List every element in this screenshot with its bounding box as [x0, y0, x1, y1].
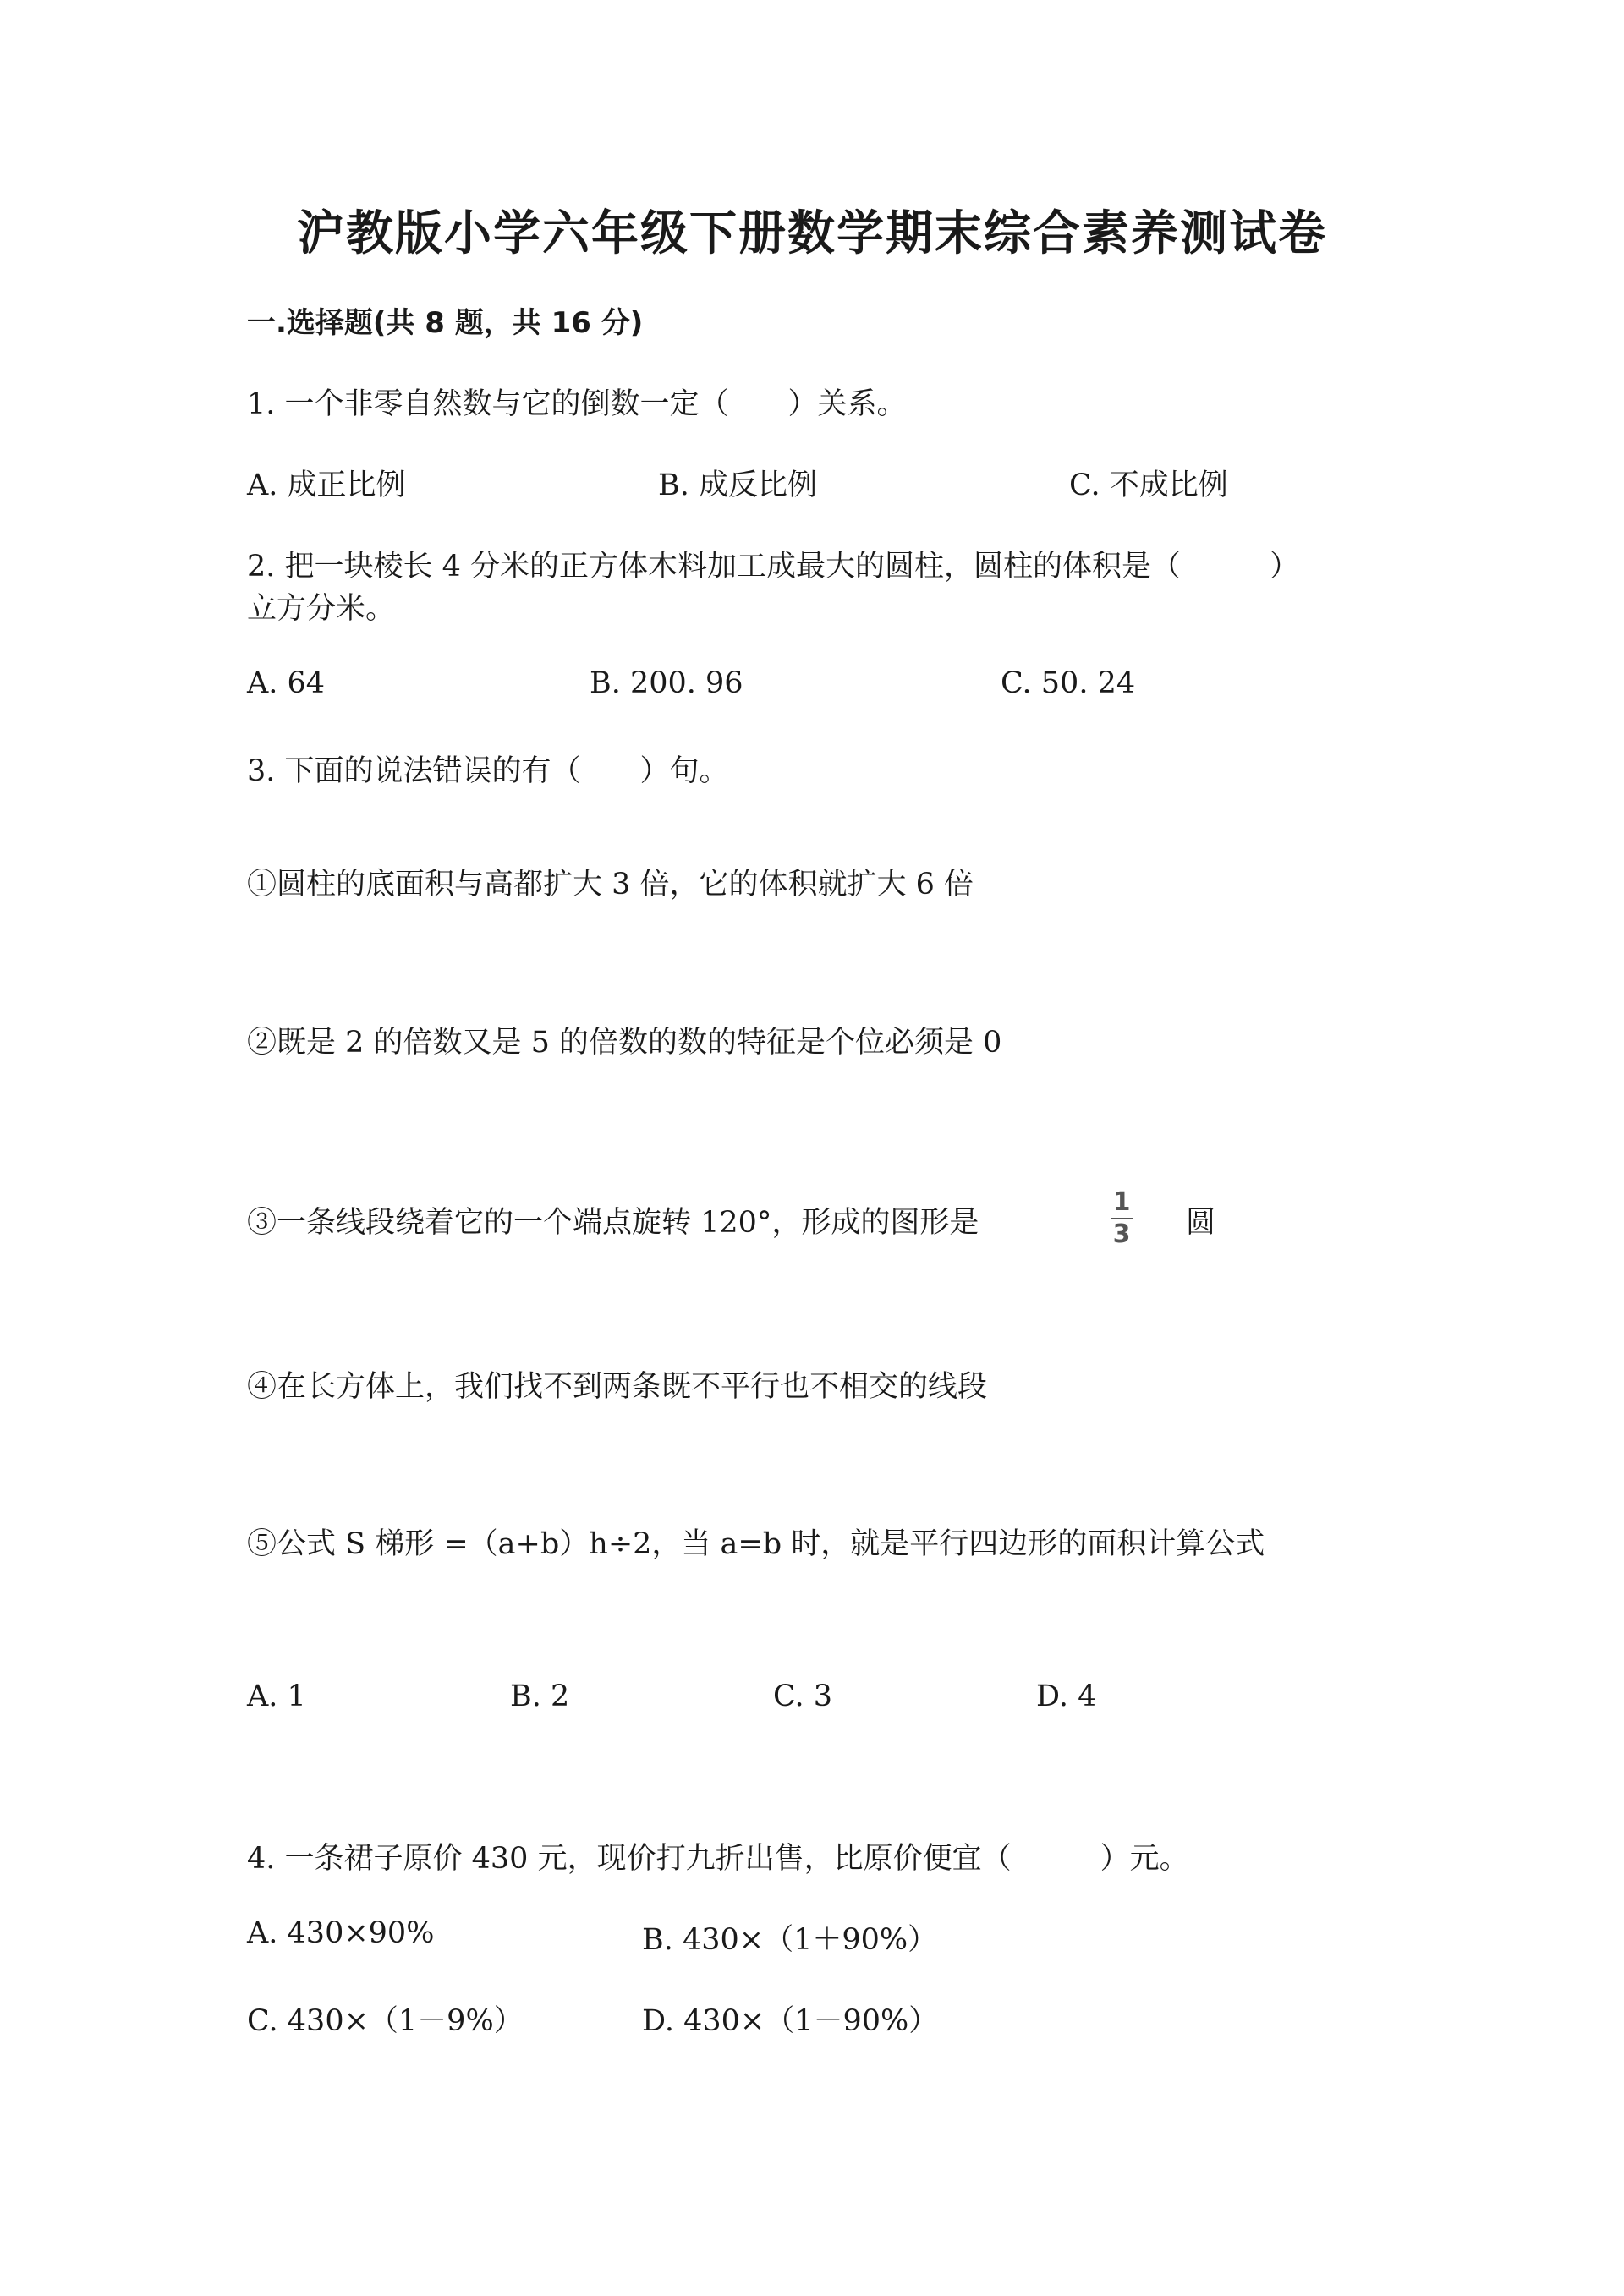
question-2-option-b[interactable]: B. 200. 96	[590, 666, 743, 700]
fraction-numerator: 1	[1112, 1187, 1131, 1217]
question-4-stem: 4. 一条裙子原价 430 元，现价打九折出售，比原价便宜（ ）元。	[247, 1842, 1189, 1876]
fraction-denominator: 3	[1112, 1219, 1131, 1249]
question-3-stem: 3. 下面的说法错误的有（ ）句。	[247, 754, 729, 788]
question-1-option-a[interactable]: A. 成正比例	[247, 469, 406, 502]
question-3-statement-5: ⑤公式 S 梯形 =（a+b）h÷2，当 a=b 时，就是平行四边形的面积计算公式	[247, 1527, 1265, 1561]
question-2-option-c[interactable]: C. 50. 24	[1001, 666, 1136, 700]
question-2-option-a[interactable]: A. 64	[247, 666, 326, 700]
one-third-fraction	[1111, 1189, 1133, 1247]
question-3-option-c[interactable]: C. 3	[773, 1680, 833, 1713]
question-3-option-b[interactable]: B. 2	[510, 1680, 570, 1713]
page-title: 沪教版小学六年级下册数学期末综合素养测试卷	[297, 206, 1327, 261]
question-1-option-b[interactable]: B. 成反比例	[658, 469, 817, 502]
question-1-option-c[interactable]: C. 不成比例	[1069, 469, 1228, 502]
question-4-option-b[interactable]: B. 430×（1＋90%）	[642, 1923, 938, 1957]
question-2-stem-line-1: 2. 把一块棱长 4 分米的正方体木料加工成最大的圆柱，圆柱的体积是（ ）	[247, 550, 1300, 584]
question-1-stem: 1. 一个非零自然数与它的倒数一定（ ）关系。	[247, 387, 907, 421]
section-heading: 一.选择题(共 8 题，共 16 分)	[247, 306, 644, 340]
question-2-stem-line-2: 立方分米。	[247, 592, 396, 626]
question-4-option-a[interactable]: A. 430×90%	[247, 1916, 435, 1950]
question-3-statement-4: ④在长方体上，我们找不到两条既不平行也不相交的线段	[247, 1370, 988, 1404]
question-3-statement-3-tail: 圆	[1186, 1206, 1216, 1240]
question-3-option-a[interactable]: A. 1	[247, 1680, 306, 1713]
question-4-option-c[interactable]: C. 430×（1－9%）	[247, 2004, 524, 2038]
question-3-statement-3: ③一条线段绕着它的一个端点旋转 120°，形成的图形是	[247, 1206, 979, 1240]
question-3-option-d[interactable]: D. 4	[1036, 1680, 1097, 1713]
question-3-statement-2: ②既是 2 的倍数又是 5 的倍数的数的特征是个位必须是 0	[247, 1026, 1002, 1060]
question-4-option-d[interactable]: D. 430×（1－90%）	[642, 2004, 939, 2038]
question-3-statement-1: ①圆柱的底面积与高都扩大 3 倍，它的体积就扩大 6 倍	[247, 868, 974, 901]
